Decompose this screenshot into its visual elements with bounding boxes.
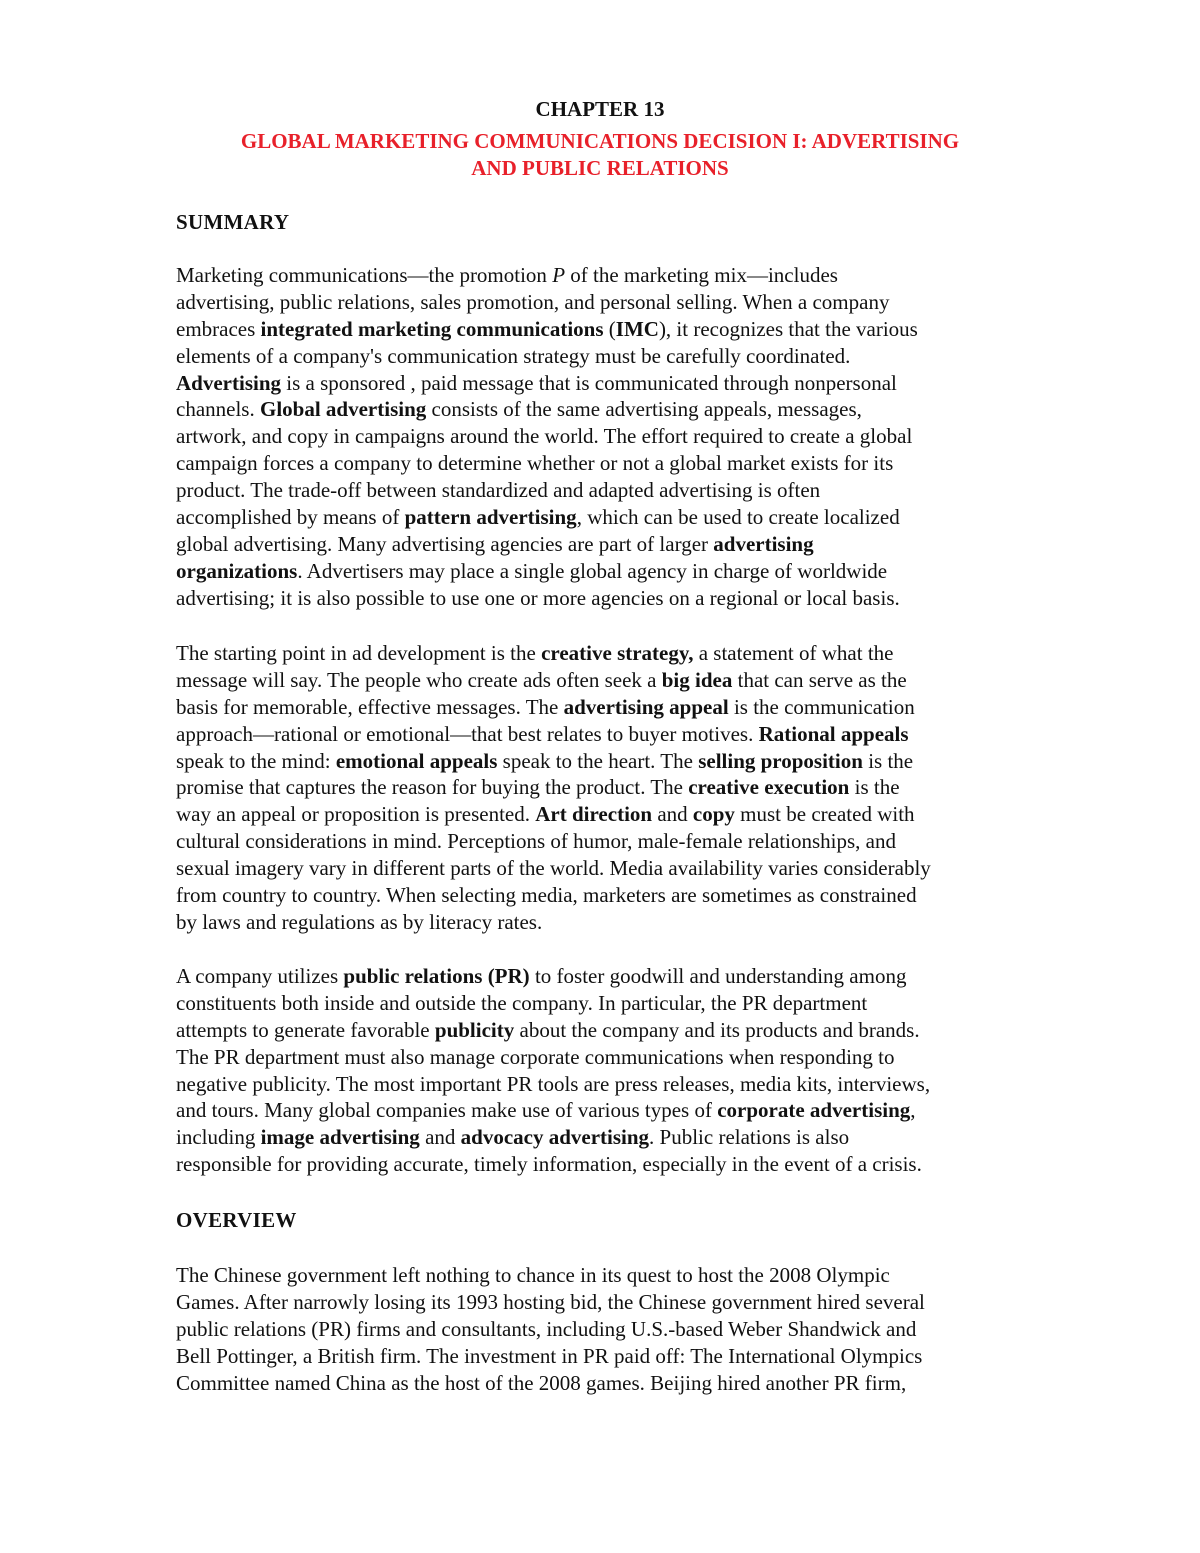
text-run: , which can be used to create localized bbox=[576, 505, 900, 530]
text-line bbox=[176, 396, 1056, 423]
text-run: to foster goodwill and understanding among bbox=[529, 964, 907, 988]
text-run: advertising; it is also possible to use one or more agencies on a regional or local basis. bbox=[176, 585, 900, 610]
text-run: Bell Pottinger, a British firm. The investment in PR paid off: The International Olympics bbox=[176, 1343, 923, 1368]
text-run: promise that captures the reason for buying the product. The bbox=[176, 775, 689, 800]
bold-term: advertising appeal bbox=[563, 694, 729, 719]
text-run: The starting point in ad development is the bbox=[176, 641, 542, 665]
text-line bbox=[176, 370, 1056, 397]
text-run: sexual imagery vary in different parts of the world. Media availability varies considerably bbox=[176, 856, 931, 881]
text-run: Games. After narrowly losing its 1993 hosting bid, the Chinese government hired several bbox=[176, 1289, 925, 1314]
text-line bbox=[176, 774, 1056, 801]
summary-paragraph-2 bbox=[176, 640, 1056, 936]
text-run: negative publicity. The most important PR tools are press releases, media kits, interviews, bbox=[176, 1071, 931, 1096]
text-line bbox=[176, 963, 1056, 990]
text-run: message will say. The people who create ads often seek a bbox=[176, 667, 662, 692]
bold-term: selling proposition bbox=[698, 748, 863, 773]
text-run: . Advertisers may place a single global agency in charge of worldwide bbox=[297, 558, 888, 583]
text-run: attempts to generate favorable bbox=[176, 1017, 435, 1042]
bold-term: copy bbox=[692, 802, 735, 827]
text-run: Committee named China as the host of the 2008 games. Beijing hired another PR firm, bbox=[176, 1370, 907, 1395]
text-run: basis for memorable, effective messages. The bbox=[176, 694, 564, 719]
bold-term: advertising bbox=[713, 531, 814, 556]
text-line bbox=[176, 504, 1056, 531]
text-line bbox=[176, 262, 1056, 289]
overview-heading: OVERVIEW bbox=[176, 1208, 297, 1232]
text-line bbox=[176, 477, 1056, 504]
bold-term: publicity bbox=[434, 1017, 515, 1042]
text-run: approach—rational or emotional—that best relates to buyer motives. bbox=[176, 721, 759, 746]
text-line bbox=[176, 1316, 1056, 1343]
chapter-title-line-2: AND PUBLIC RELATIONS bbox=[471, 156, 729, 180]
text-line bbox=[176, 423, 1056, 450]
text-line bbox=[176, 828, 1056, 855]
text-line bbox=[176, 1044, 1056, 1071]
text-line bbox=[176, 748, 1056, 775]
text-run: is a sponsored , paid message that is communicated through nonpersonal bbox=[281, 370, 897, 395]
bold-term: creative execution bbox=[688, 775, 850, 800]
text-run: public relations (PR) firms and consultants, including U.S.-based Weber Shandwick and bbox=[176, 1316, 917, 1341]
text-run: of the marketing mix—includes bbox=[565, 263, 838, 287]
bold-term: Art direction bbox=[535, 802, 653, 827]
text-line bbox=[176, 531, 1056, 558]
text-line bbox=[176, 640, 1056, 667]
text-run: speak to the heart. The bbox=[497, 748, 699, 773]
summary-paragraph-3 bbox=[176, 963, 1056, 1178]
text-line bbox=[176, 1151, 1056, 1178]
bold-term: Rational appeals bbox=[758, 721, 909, 746]
text-run: , bbox=[910, 1098, 916, 1123]
text-run: advertising, public relations, sales promotion, and personal selling. When a company bbox=[176, 289, 890, 314]
text-run: must be created with bbox=[734, 802, 915, 827]
text-run: A company utilizes bbox=[176, 964, 344, 988]
text-run: Marketing communications—the promotion bbox=[176, 263, 553, 287]
text-line bbox=[176, 694, 1056, 721]
text-line bbox=[176, 1071, 1056, 1098]
bold-term: big idea bbox=[661, 667, 733, 692]
text-run: cultural considerations in mind. Perceptions of humor, male-female relationships, and bbox=[176, 829, 896, 854]
text-run: and tours. Many global companies make use of various types of bbox=[176, 1098, 718, 1123]
text-run: is the bbox=[862, 748, 914, 773]
text-run: speak to the mind: bbox=[176, 748, 336, 773]
bold-term: IMC bbox=[615, 316, 659, 341]
text-line bbox=[176, 855, 1056, 882]
text-run: is the communication bbox=[728, 694, 915, 719]
text-line bbox=[176, 721, 1056, 748]
bold-term: organizations bbox=[176, 558, 298, 583]
text-line bbox=[176, 801, 1056, 828]
text-run: channels. bbox=[176, 397, 260, 422]
bold-term: public relations (PR) bbox=[343, 964, 530, 988]
text-line bbox=[176, 316, 1056, 343]
text-run: elements of a company's communication strategy must be carefully coordinated. bbox=[176, 343, 851, 368]
text-line bbox=[176, 1124, 1056, 1151]
text-line bbox=[176, 1370, 1056, 1397]
text-run: and bbox=[419, 1125, 461, 1150]
text-run: responsible for providing accurate, timely information, especially in the event of a crisis. bbox=[176, 1152, 922, 1177]
bold-term: advocacy advertising bbox=[460, 1125, 650, 1150]
text-run: global advertising. Many advertising agencies are part of larger bbox=[176, 531, 714, 556]
summary-heading: SUMMARY bbox=[176, 210, 290, 234]
text-line bbox=[176, 1097, 1056, 1124]
bold-term: Global advertising bbox=[259, 397, 427, 422]
text-run: product. The trade-off between standardized and adapted advertising is often bbox=[176, 478, 821, 503]
text-run: and bbox=[652, 802, 693, 827]
bold-term: image advertising bbox=[260, 1125, 420, 1150]
text-run: consists of the same advertising appeals, messages, bbox=[426, 397, 862, 422]
text-line bbox=[176, 289, 1056, 316]
italic-term: P bbox=[552, 263, 566, 287]
bold-term: Advertising bbox=[176, 370, 281, 395]
summary-paragraph-1 bbox=[176, 262, 1056, 612]
text-run: including bbox=[176, 1125, 261, 1150]
text-line bbox=[176, 558, 1056, 585]
text-run: artwork, and copy in campaigns around the world. The effort required to create a global bbox=[176, 424, 913, 449]
text-run: ), it recognizes that the various bbox=[658, 316, 918, 341]
text-run: way an appeal or proposition is presented. bbox=[176, 802, 536, 827]
text-run: that can serve as the bbox=[732, 667, 907, 692]
text-line bbox=[176, 450, 1056, 477]
bold-term: emotional appeals bbox=[335, 748, 498, 773]
text-run: campaign forces a company to determine whether or not a global market exists for its bbox=[176, 451, 894, 476]
chapter-title-line-1: GLOBAL MARKETING COMMUNICATIONS DECISION I: ADVERTISING bbox=[240, 129, 960, 153]
text-line bbox=[176, 909, 1056, 936]
text-run: ( bbox=[603, 316, 616, 341]
text-run: from country to country. When selecting media, marketers are sometimes as constrained bbox=[176, 883, 917, 908]
text-line bbox=[176, 1017, 1056, 1044]
text-line bbox=[176, 1289, 1056, 1316]
text-line bbox=[176, 343, 1056, 370]
text-run: is the bbox=[849, 775, 900, 800]
text-line bbox=[176, 667, 1056, 694]
text-run: The PR department must also manage corporate communications when responding to bbox=[176, 1044, 895, 1069]
bold-term: integrated marketing communications bbox=[260, 316, 604, 341]
text-run: accomplished by means of bbox=[176, 505, 405, 530]
bold-term: pattern advertising bbox=[404, 505, 577, 530]
overview-paragraph-1 bbox=[176, 1262, 1056, 1396]
text-run: . Public relations is also bbox=[649, 1125, 850, 1150]
text-line bbox=[176, 1262, 1056, 1289]
text-run: The Chinese government left nothing to chance in its quest to host the 2008 Olympic bbox=[176, 1263, 890, 1287]
text-run: constituents both inside and outside the company. In particular, the PR department bbox=[176, 990, 868, 1015]
text-line bbox=[176, 990, 1056, 1017]
text-line bbox=[176, 1343, 1056, 1370]
chapter-number: CHAPTER 13 bbox=[535, 97, 665, 121]
bold-term: corporate advertising bbox=[717, 1098, 911, 1123]
text-run: a statement of what the bbox=[693, 641, 894, 665]
text-run: about the company and its products and brands. bbox=[514, 1017, 920, 1042]
text-line bbox=[176, 585, 1056, 612]
bold-term: creative strategy, bbox=[541, 641, 694, 665]
text-line bbox=[176, 882, 1056, 909]
text-run: embraces bbox=[176, 316, 261, 341]
text-run: by laws and regulations as by literacy rates. bbox=[176, 909, 543, 934]
